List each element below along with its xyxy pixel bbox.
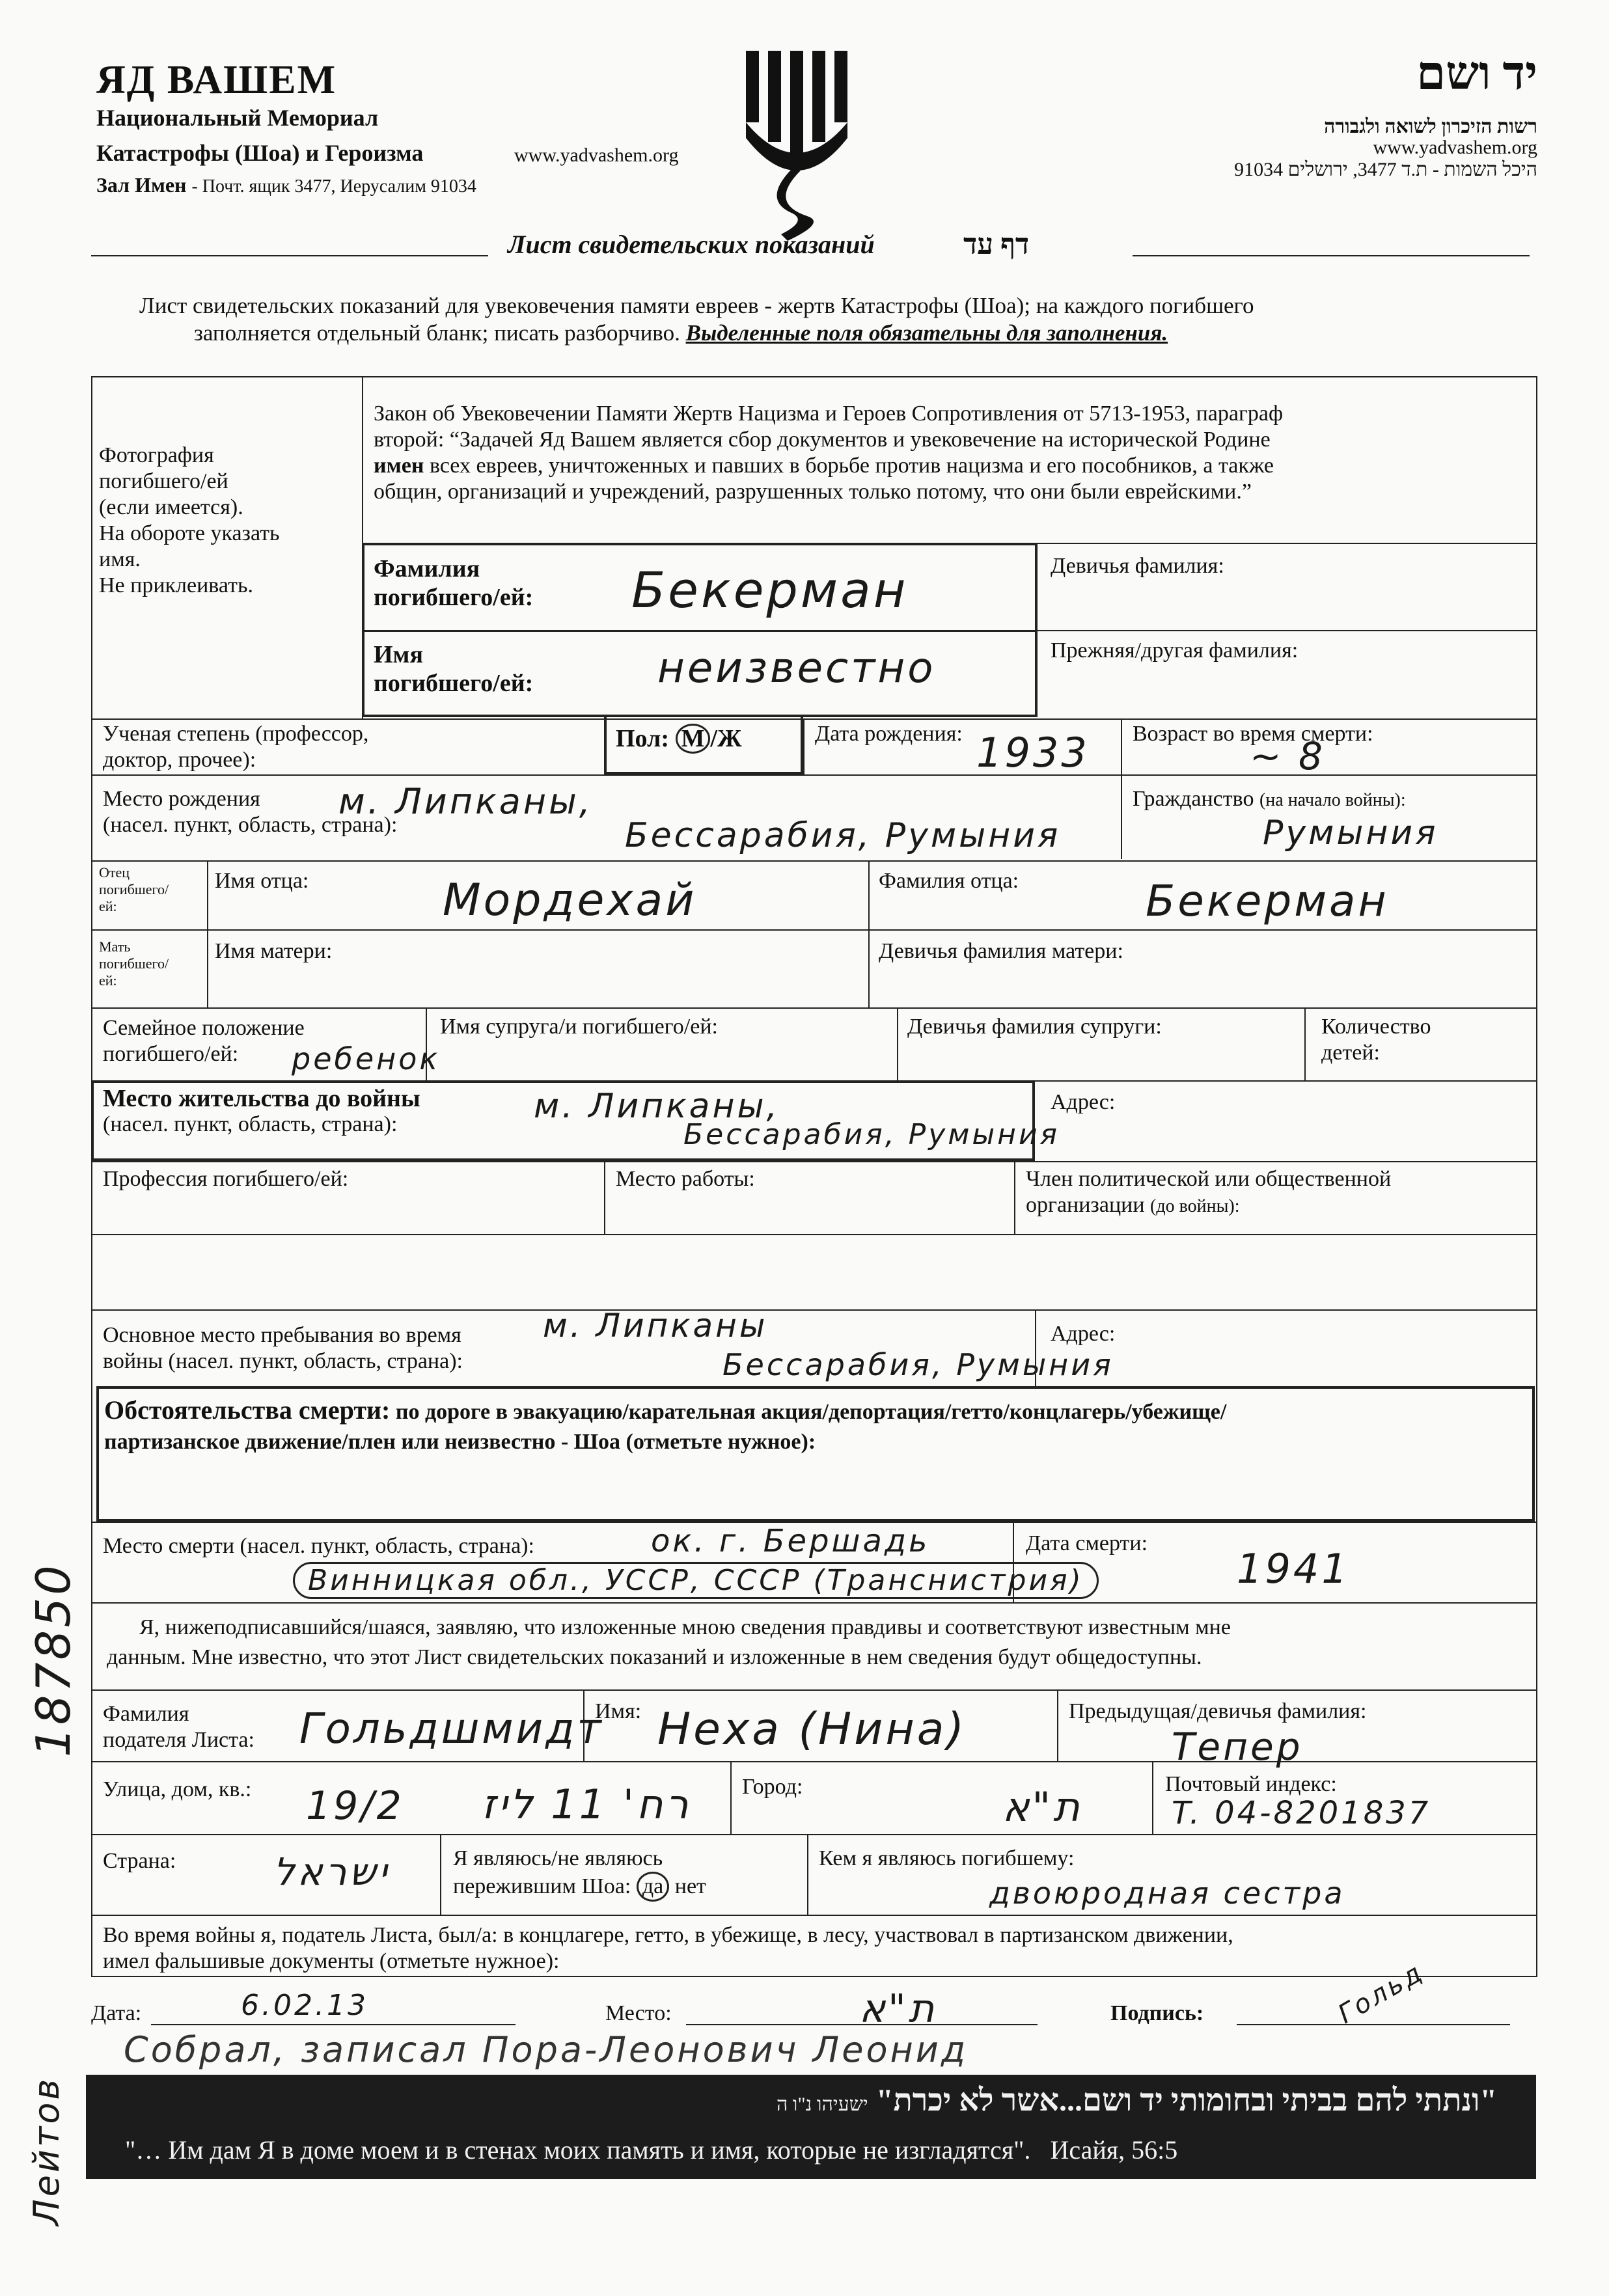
mother-tag-1: Мать [99, 938, 131, 955]
residence-label-2: (насел. пункт, область, страна): [103, 1112, 398, 1136]
date-label: Дата: [91, 2001, 142, 2025]
survivor-field [453, 1846, 706, 1902]
marital-status-value[interactable]: ребенок [292, 1041, 441, 1076]
surname-label-2: погибшего/ей: [374, 584, 534, 611]
spouse-maiden-label: Девичья фамилия супруги: [907, 1015, 1162, 1039]
law-line-3b: всех евреев, уничтоженных и павших в борьбе против нацизма и его пособников, а также [424, 454, 1274, 478]
circumstances-title: Обстоятельства смерти: [104, 1395, 391, 1425]
residence-value-2[interactable]: Бессарабия, Румыния [683, 1118, 1060, 1151]
law-line-2: второй: “Задачей Яд Вашем является сбор документов и увековечение на исторической Родине [374, 428, 1271, 452]
citizenship-label [1133, 786, 1406, 813]
mother-maiden-label: Девичья фамилия матери: [879, 939, 1123, 963]
circumstances-options-2[interactable]: партизанское движение/плен или неизвестно - Шоа (отметьте нужное): [104, 1430, 816, 1454]
death-place-value-2[interactable]: Винницкая обл., УССР, СССР (Транснистрия) [293, 1562, 1099, 1599]
previous-name-label: Прежняя/другая фамилия: [1051, 638, 1299, 663]
victim-surname-label [374, 554, 533, 612]
status-label-2: погибшего/ей: [103, 1042, 239, 1066]
intro-required-note: Выделенные поля обязательны для заполнения. [685, 320, 1168, 346]
member-note: (до войны): [1150, 1196, 1240, 1216]
citizenship-label-text: Гражданство [1133, 787, 1254, 811]
death-place-label: Место смерти (насел. пункт, область, страна): [103, 1534, 534, 1558]
website-right: www.yadvashem.org [1373, 137, 1537, 158]
zip-value[interactable]: T. 04-8201837 [1172, 1795, 1431, 1831]
father-name-label: Имя отца: [215, 869, 309, 893]
he-line-1: רשות הזיכרון לשואה ולגבורה [1324, 116, 1537, 137]
form-title-he: דף עד [963, 228, 1030, 260]
intro-line-2-text: заполняется отдельный бланк; писать разборчиво. [194, 320, 680, 346]
signature-value[interactable]: Гольд [1333, 1957, 1429, 2030]
father-tag-3: ей: [99, 898, 117, 914]
mother-tag-3: ей: [99, 972, 117, 989]
name-label-1: Имя [374, 641, 423, 668]
death-date-label: Дата смерти: [1026, 1531, 1148, 1555]
age-label: Возраст во время смерти: [1133, 722, 1373, 746]
war-experience-text [103, 1922, 1233, 1975]
wartime-address-label: Адрес: [1051, 1322, 1116, 1346]
age-value[interactable]: ~ 8 [1250, 734, 1325, 778]
photo-box-label [99, 443, 280, 599]
marital-status-label [103, 1015, 305, 1067]
residence-value-1[interactable]: м. Липканы, [534, 1087, 780, 1126]
maiden-name-label: Девичья фамилия: [1051, 554, 1224, 578]
name-label-2: погибшего/ей: [374, 670, 534, 697]
footer-ru-line [125, 2135, 1177, 2165]
zip-label: Почтовый индекс: [1165, 1772, 1337, 1796]
birthplace-value-2[interactable]: Бессарабия, Румыния [625, 816, 1061, 855]
submitter-name-label: Имя: [595, 1699, 642, 1723]
country-value[interactable]: ישראל [273, 1850, 390, 1894]
margin-number: 187850 [26, 1563, 81, 1757]
submitter-surname-label-2: подателя Листа: [103, 1728, 254, 1752]
org-subtitle-2: Катастрофы (Шоа) и Героизма [96, 140, 424, 166]
submitter-name-value[interactable]: Неха (Нина) [657, 1704, 967, 1755]
survivor-label-2: пережившим Шоа: [453, 1874, 631, 1898]
he-line-3: היכל השמות - ת.ד 3477, ירושלים 91034 [1234, 159, 1537, 180]
war-experience-line-1[interactable]: Во время войны я, податель Листа, был/а: в концлагере, гетто, в убежище, в лесу, участвовал в партизанском движении, [103, 1923, 1233, 1947]
sex-label: Пол: [616, 725, 670, 752]
degree-label [103, 721, 368, 773]
hall-address: - Почт. ящик 3477, Иерусалим 91034 [191, 176, 476, 197]
children-count-label [1321, 1014, 1431, 1066]
wartime-place-label [103, 1322, 463, 1374]
circumstances-line-1 [104, 1395, 1226, 1427]
sex-field [616, 724, 742, 754]
law-line-3a: имен [374, 454, 424, 478]
street-name-value[interactable]: רח' 11 ליז [482, 1781, 691, 1828]
circumstances-options-1[interactable]: по дороге в эвакуацию/карательная акция/депортация/гетто/концлагерь/убежище/ [395, 1400, 1227, 1424]
submitter-prev-value[interactable]: Тепер [1172, 1725, 1303, 1769]
degree-label-1: Ученая степень (профессор, [103, 722, 369, 746]
footer-ru-ref: Исайя, 56:5 [1050, 2135, 1178, 2165]
children-label-2: детей: [1321, 1041, 1380, 1065]
workplace-label: Место работы: [616, 1167, 755, 1191]
submitter-surname-value[interactable]: Гольдшмидт [299, 1705, 604, 1753]
profession-label: Профессия погибшего/ей: [103, 1167, 349, 1191]
death-date-value[interactable]: 1941 [1237, 1545, 1350, 1592]
law-line-1: Закон об Увековечении Памяти Жертв Нацизма и Героев Сопротивления от 5713-1953, параграф [374, 402, 1284, 426]
sex-f-option[interactable]: /Ж [710, 725, 742, 752]
children-label-1: Количество [1321, 1015, 1431, 1039]
dob-value[interactable]: 1933 [976, 729, 1090, 776]
margin-name: Лейтов [26, 2076, 67, 2226]
org-name-ru: ЯД ВАШЕМ [96, 58, 337, 102]
member-label-1: Член политической или общественной [1026, 1167, 1392, 1191]
survivor-no-option[interactable]: нет [674, 1874, 706, 1898]
citizenship-value[interactable]: Румыния [1263, 813, 1438, 853]
footer-he-quote: "ונתתי להם בביתי ובחומותי יד ושם...אשר לא יכרת" [875, 2083, 1497, 2118]
membership-label [1026, 1166, 1391, 1220]
residence-label [103, 1086, 420, 1138]
birthplace-value-1[interactable]: м. Липканы, [338, 781, 593, 822]
status-label-1: Семейное положение [103, 1016, 305, 1040]
survivor-yes-option[interactable]: да [637, 1872, 669, 1902]
citizenship-note: (на начало войны): [1259, 790, 1406, 810]
relation-value[interactable]: двоюродная сестра [989, 1876, 1345, 1911]
declaration-line-1: Я, нижеподписавшийся/шаяся, заявляю, что изложенные мною сведения правдивы и соответствуют известным мне [139, 1615, 1231, 1639]
birthplace-label-2: (насел. пункт, область, страна): [103, 813, 398, 837]
wartime-label-2: войны (насел. пункт, область, страна): [103, 1349, 463, 1373]
footer-ru-quote: "… Им дам Я в доме моем и в стенах моих память и имя, которые не изгладятся". [125, 2135, 1031, 2165]
member-label-2: организации [1026, 1193, 1145, 1217]
member-label-2-wrap [1026, 1192, 1391, 1220]
survivor-options [453, 1872, 706, 1902]
yad-vashem-logo-icon [742, 47, 853, 242]
wartime-place-value-2[interactable]: Бессарабия, Румыния [722, 1347, 1114, 1382]
org-subtitle-1: Национальный Мемориал [96, 105, 379, 131]
submitter-surname-label-1: Фамилия [103, 1702, 189, 1726]
sex-m-option[interactable]: М [676, 724, 711, 754]
street-number-value[interactable]: 19/2 [306, 1783, 404, 1829]
wartime-place-value-1[interactable]: м. Липканы [543, 1307, 768, 1345]
photo-label-4: На обороте указать [99, 521, 280, 545]
place-label: Место: [605, 2001, 672, 2025]
relation-label: Кем я являюсь погибшему: [819, 1846, 1075, 1870]
mother-tag-2: погибшего/ [99, 955, 169, 972]
law-line-4: общин, организаций и учреждений, разрушенных только потому, что они были еврейскими.” [374, 480, 1252, 504]
intro-line-2 [194, 320, 1168, 346]
footer-he-ref: ישעיהו נ"ו ה [776, 2094, 868, 2115]
circumstances-text [104, 1395, 1226, 1457]
father-tag-1: Отец [99, 864, 130, 881]
father-name-value[interactable]: Мордехай [443, 875, 697, 926]
hall-line [96, 173, 476, 197]
declaration-line-2: данным. Мне известно, что этот Лист свидетельских показаний и изложенные в нем сведения будут общедоступны. [107, 1645, 1202, 1669]
father-surname-value[interactable]: Бекерман [1146, 876, 1389, 926]
photo-label-2: погибшего/ей [99, 469, 228, 493]
country-label: Страна: [103, 1849, 176, 1873]
photo-label-5: имя. [99, 547, 141, 571]
wartime-label-1: Основное место пребывания во время [103, 1323, 461, 1347]
signature-label: Подпись: [1110, 2001, 1204, 2025]
form-title: Лист свидетельских показаний [508, 230, 875, 259]
degree-label-2: доктор, прочее): [103, 748, 256, 772]
mother-name-label: Имя матери: [215, 939, 333, 963]
mother-tag [99, 938, 169, 989]
spouse-name-label: Имя супруга/и погибшего/ей: [440, 1015, 718, 1039]
law-text [374, 401, 1283, 505]
war-experience-line-2: имел фальшивые документы (отметьте нужное): [103, 1949, 560, 1973]
street-label: Улица, дом, кв.: [103, 1777, 252, 1801]
city-label: Город: [742, 1775, 803, 1799]
hall-label: Зал Имен [96, 173, 187, 197]
photo-label-3: (если имеется). [99, 495, 243, 519]
footer-he-line [777, 2083, 1497, 2118]
father-surname-label: Фамилия отца: [879, 869, 1019, 893]
photo-label-6: Не приклеивать. [99, 573, 253, 597]
survivor-label-1: Я являюсь/не являюсь [453, 1846, 663, 1870]
city-value[interactable]: ת"א [1002, 1783, 1082, 1831]
law-line-3 [374, 453, 1283, 479]
intro-line-1: Лист свидетельских показаний для увековечения памяти евреев - жертв Катастрофы (Шоа); на каждого погибшего [139, 293, 1254, 318]
sign-place-value[interactable]: ת"א [859, 1986, 937, 2032]
victim-surname-value[interactable]: Бекерман [631, 561, 909, 619]
victim-name-label [374, 640, 533, 698]
photo-label-1: Фотография [99, 443, 214, 467]
website-left: www.yadvashem.org [514, 144, 679, 166]
residence-label-1: Место жительства до войны [103, 1085, 420, 1112]
residence-address-label: Адрес: [1051, 1090, 1116, 1114]
dob-label: Дата рождения: [815, 722, 963, 746]
footer-banner [86, 2075, 1536, 2179]
father-tag-2: погибшего/ [99, 881, 169, 897]
victim-name-value[interactable]: неизвестно [657, 644, 936, 692]
declaration-text [107, 1613, 1231, 1673]
collector-note: Собрал, записал Пора-Леонович Леонид [124, 2029, 969, 2070]
surname-label-1: Фамилия [374, 555, 480, 582]
father-tag [99, 864, 169, 915]
submitter-prev-label: Предыдущая/девичья фамилия: [1069, 1699, 1367, 1723]
submitter-surname-label [103, 1701, 254, 1753]
org-name-he: יד ושם [1416, 48, 1537, 100]
sign-date-value[interactable]: 6.02.13 [241, 1989, 368, 2022]
death-place-value-1[interactable]: ок. г. Бершадь [651, 1523, 930, 1559]
birthplace-label-1: Место рождения [103, 787, 260, 811]
